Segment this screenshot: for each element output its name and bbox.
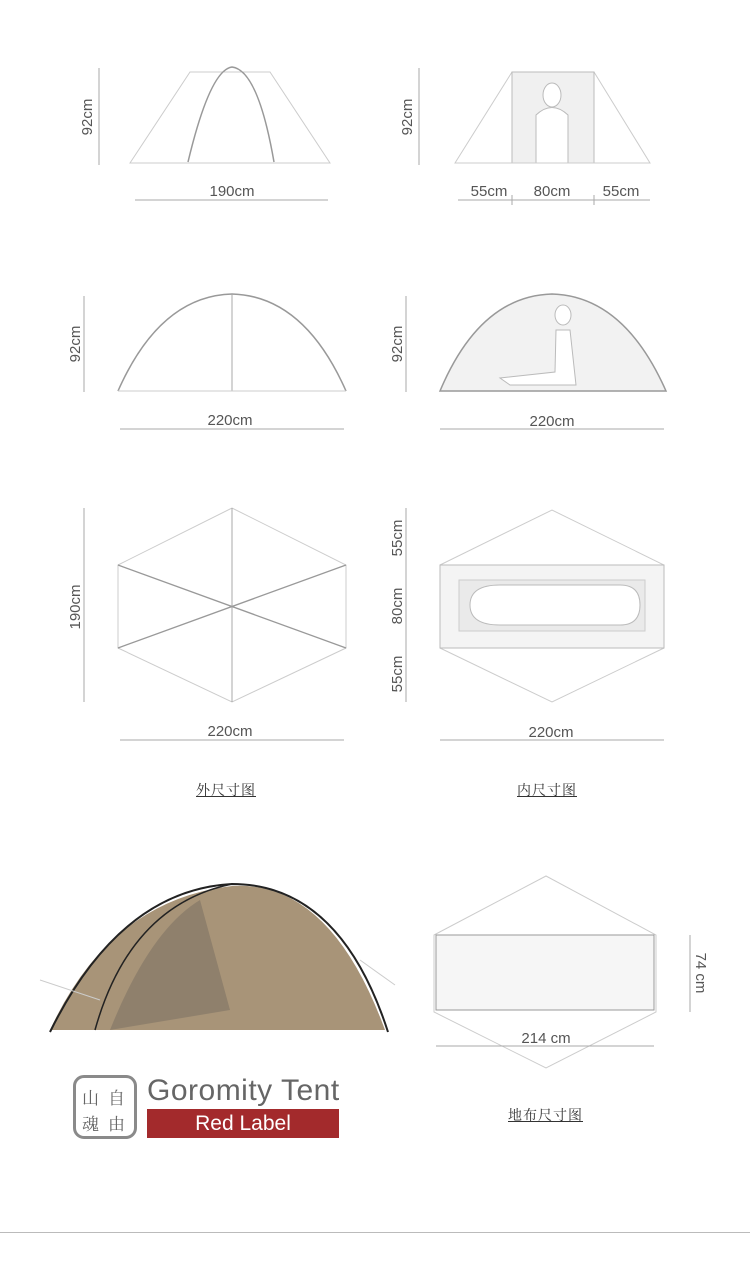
inner-top-c-label: 55cm xyxy=(389,655,406,693)
front-small-height-label: 92cm xyxy=(399,98,416,136)
dome-height-label: 92cm xyxy=(67,325,84,363)
top-inner-view xyxy=(406,508,664,740)
tent-illustration xyxy=(40,884,395,1032)
logo-char-2: 自 xyxy=(108,1089,125,1109)
brand-logo xyxy=(73,1075,137,1139)
side-small-height-label: 92cm xyxy=(79,98,96,136)
front-small-left-label: 55cm xyxy=(470,183,508,200)
top-outer-view xyxy=(84,508,346,740)
side-view-small xyxy=(99,67,330,200)
inner-dimension-caption: 内尺寸图 xyxy=(517,782,577,798)
brand-name: Goromity Tent xyxy=(147,1074,340,1107)
brand-red-label: Red Label xyxy=(147,1109,339,1138)
side-small-width-label: 190cm xyxy=(209,183,255,200)
top-width-label: 220cm xyxy=(207,723,253,740)
top-depth-label: 190cm xyxy=(67,584,84,630)
dome-outer-view xyxy=(84,294,346,429)
inner-top-a-label: 55cm xyxy=(389,519,406,557)
inner-top-width-label: 220cm xyxy=(528,724,574,741)
dome-width-label: 220cm xyxy=(207,412,253,429)
logo-char-3: 魂 xyxy=(82,1115,99,1135)
dome-inner-height-label: 92cm xyxy=(389,325,406,363)
outer-dimension-caption: 外尺寸图 xyxy=(196,782,256,798)
front-small-right-label: 55cm xyxy=(602,183,640,200)
footprint-caption: 地布尺寸图 xyxy=(508,1107,583,1123)
dome-inner-width-label: 220cm xyxy=(529,413,575,430)
inner-top-b-label: 80cm xyxy=(389,587,406,625)
logo-char-1: 山 xyxy=(82,1089,99,1109)
logo-char-4: 由 xyxy=(108,1115,125,1135)
front-small-mid-label: 80cm xyxy=(533,183,571,200)
footprint-depth-label: 74 cm xyxy=(692,952,709,994)
dome-inner-view xyxy=(406,294,666,429)
footprint-width-label: 214 cm xyxy=(521,1030,571,1047)
bottom-divider xyxy=(0,1232,750,1233)
